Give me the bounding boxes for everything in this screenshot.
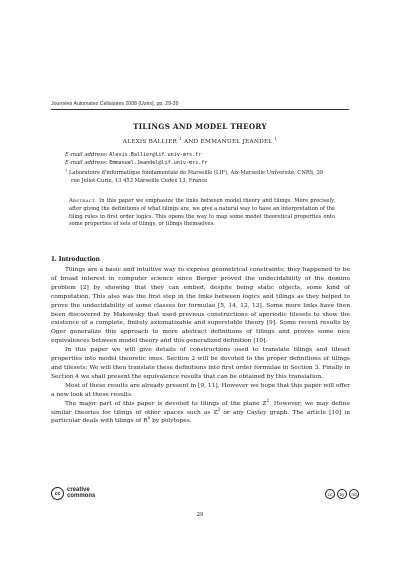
page-number: 29	[196, 512, 204, 518]
license-icons[interactable]	[325, 489, 359, 499]
section-heading	[51, 254, 100, 263]
email-line	[65, 160, 207, 166]
journal-header: Journées Automates Cellulaires 2008 (Uzès), pp. 29-39	[51, 101, 179, 107]
abstract-text: In this paper we emphasize the links between model theory and tilings. More precisely, after giving the definitions of what tilings are, we give a natural way to have an interpretation of the tiling rules in first order logics. This opens the way to map some model theoretical properties onto some properties of sets of tilings, or tilings themselves.	[69, 198, 336, 228]
cc-logo-text: creative commons	[67, 486, 96, 499]
author-list	[0, 136, 400, 145]
cc-logo-icon: cc	[51, 487, 64, 500]
body-paragraph: The major part of this paper is devoted to tilings of the plane $Z^2$. However, we may define similar theories for tilings of other spaces such as $Z^3$ or any Cayley graph. The article [10] in particular deals with tilings of $R^n$ by polytopes.	[51, 397, 350, 425]
abstract	[69, 198, 335, 229]
body-paragraph: Tilings are a basic and intuitive way to express geometrical constraints; they happened to be of broad interest in computer science since Berger proved the undecidability of the domino problem [2] by showing that they can embed, despite being static objects, some kind of computation. This also was the first step in the links between logics and tilings as they helped to prove the undecidability of some classes for formulae [5, 14, 12, 13]. Some more links have then been discovered by Makowsky that used previous constructions of aperiodic tilesets to show the existence of a complete, finitely axiomatizable and superstable theory [9]. Some recent results by Oger generalize this approach to more abstract definitions of tilings and proves some nice equivalences between model theory and this generalized definition [10].	[51, 267, 350, 345]
section-number: 1.	[51, 254, 57, 263]
body-paragraph: Most of these results are already present in [9, 11]. However we hope that this paper will offer a new look at these results.	[51, 382, 350, 398]
author-conjunction: AND	[183, 139, 199, 145]
no-derivatives-icon: nd	[349, 489, 359, 499]
author-name: ALEXIS BALLIER	[122, 139, 178, 145]
affiliation-mark: 1	[179, 136, 182, 142]
abstract-label: Abstract.	[69, 198, 98, 204]
attribution-icon: by	[337, 489, 347, 499]
email-address[interactable]: Emmanuel.Jeandel@lif.univ-mrs.fr	[109, 160, 208, 166]
creative-commons-logo[interactable]	[51, 487, 95, 500]
author-name: EMMANUEL JEANDEL	[200, 139, 273, 145]
email-address[interactable]: Alexis.Ballier@lif.univ-mrs.fr	[109, 152, 202, 158]
body-text	[51, 266, 350, 426]
header-rule	[51, 109, 349, 110]
email-line	[65, 152, 201, 158]
affiliation	[65, 170, 345, 185]
affiliation-line: Laboratoire d'informatique fondamentale de Marseille (LIF), Aix-Marseille Université, CNRS, 39	[68, 170, 324, 176]
body-paragraph: In this paper we will give details of constructions used to translate tilings and tileset properties into model theoretic ones. Section 2 will be devoted to the proper definitions of tilings and tilesets; We will then translate these definitions into first order formulae in Section 3. Finally in Section 4 we shall present the equivalence results that can be obtained by this translation.	[51, 347, 350, 380]
paper-title: TILINGS AND MODEL THEORY	[133, 122, 267, 131]
affiliation-mark: 1	[274, 136, 278, 142]
affiliation-line: rue Joliot-Curie, 13 453 Marseille Cedex 13, France	[71, 177, 208, 184]
email-label: E-mail address:	[65, 152, 108, 158]
affiliation-mark: 1	[65, 168, 68, 173]
cc-icon: cc	[325, 489, 335, 499]
email-label: E-mail address:	[65, 160, 108, 166]
section-title: Introduction	[58, 254, 100, 263]
